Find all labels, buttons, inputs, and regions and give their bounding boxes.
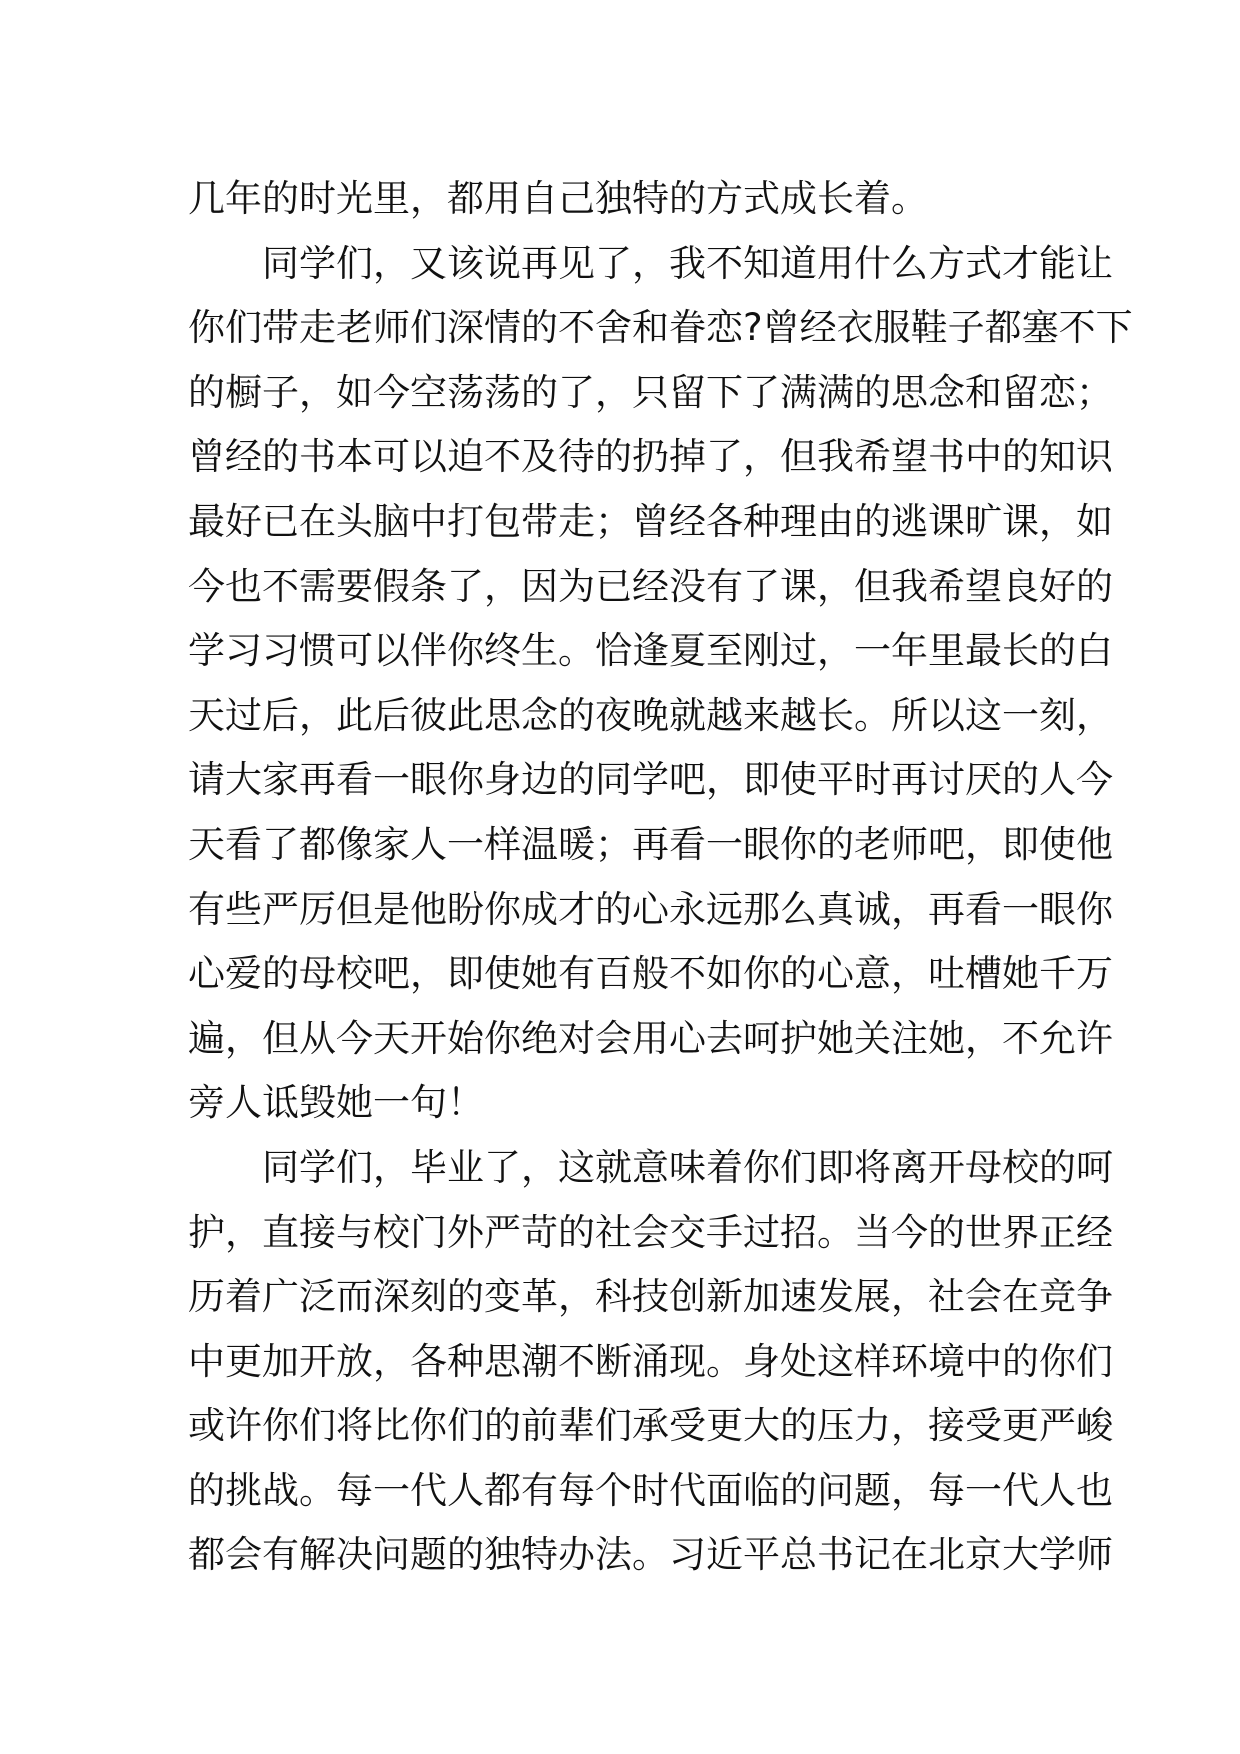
text-line: 有些严厉但是他盼你成才的心永远那么真诚，再看一眼你 [188, 887, 1113, 931]
text-line: 心爱的母校吧，即使她有百般不如你的心意，吐槽她千万 [188, 952, 1113, 996]
text-line: 天过后，此后彼此思念的夜晚就越来越长。所以这一刻， [188, 693, 1113, 737]
text-line: 今也不需要假条了，因为已经没有了课，但我希望良好的 [188, 564, 1113, 608]
text-line: 旁人诋毁她一句！ [188, 1081, 484, 1125]
text-line: 曾经的书本可以迫不及待的扔掉了，但我希望书中的知识 [188, 435, 1113, 479]
text-line: 的挑战。每一代人都有每个时代面临的问题，每一代人也 [188, 1468, 1113, 1512]
paragraph-first-line: 同学们，毕业了，这就意味着你们即将离开母校的呵 [262, 1145, 1113, 1189]
text-line: 历着广泛而深刻的变革，科技创新加速发展，社会在竞争 [188, 1275, 1113, 1319]
text-line: 或许你们将比你们的前辈们承受更大的压力，接受更严峻 [188, 1404, 1113, 1448]
text-line: 几年的时光里，都用自己独特的方式成长着。 [188, 177, 928, 220]
text-line: 请大家再看一眼你身边的同学吧，即使平时再讨厌的人今 [188, 758, 1113, 802]
body-text [188, 167, 1133, 1588]
text-line: 天看了都像家人一样温暖；再看一眼你的老师吧，即使他 [188, 822, 1113, 866]
text-line: 学习习惯可以伴你终生。恰逢夏至刚过，一年里最长的白 [188, 629, 1113, 673]
text-line: 护，直接与校门外严苛的社会交手过招。当今的世界正经 [188, 1210, 1113, 1254]
text-line: 都会有解决问题的独特办法。习近平总书记在北京大学师 [188, 1533, 1113, 1577]
text-line: 遍，但从今天开始你绝对会用心去呵护她关注她，不允许 [188, 1016, 1113, 1060]
text-line: 中更加开放，各种思潮不断涌现。身处这样环境中的你们 [188, 1339, 1113, 1383]
text-line: 你们带走老师们深情的不舍和眷恋?曾经衣服鞋子都塞不下 [188, 306, 1133, 350]
text-line: 的橱子，如今空荡荡的了，只留下了满满的思念和留恋； [188, 370, 1113, 414]
paragraph-first-line: 同学们，又该说再见了，我不知道用什么方式才能让 [262, 241, 1113, 285]
text-line: 最好已在头脑中打包带走；曾经各种理由的逃课旷课，如 [188, 499, 1113, 543]
